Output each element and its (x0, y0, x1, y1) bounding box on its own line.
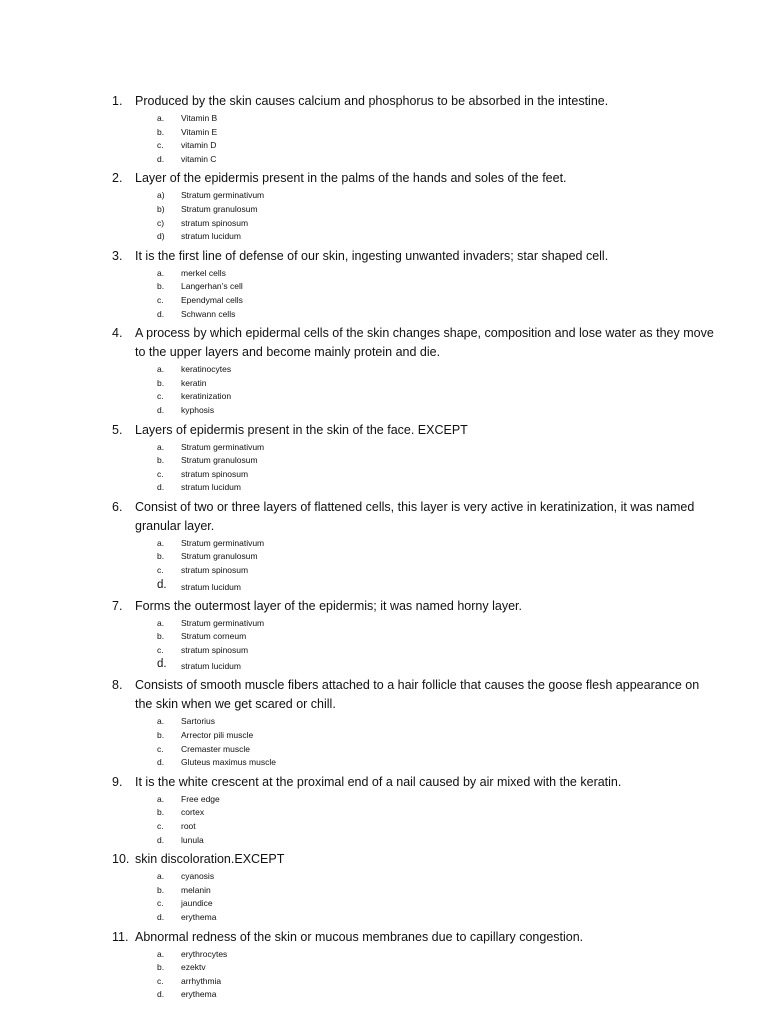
option-text: melanin (181, 884, 211, 895)
answer-options (0, 112, 768, 166)
question-row (0, 676, 768, 714)
question-text: It is the first line of defense of our skin, ingesting unwanted invaders; star shaped cell. (135, 248, 609, 263)
option-text: Cremaster muscle (181, 743, 250, 754)
question-item (0, 850, 768, 924)
option-letter: a. (157, 793, 165, 804)
question-text: Produced by the skin causes calcium and phosphorus to be absorbed in the intestine. (135, 94, 609, 108)
answer-option (0, 961, 768, 975)
option-text: stratum lucidum (181, 661, 241, 672)
option-text: stratum lucidum (181, 231, 241, 242)
question-item (0, 421, 768, 495)
question-row (0, 92, 768, 111)
option-text: Stratum germinativum (181, 190, 265, 201)
option-letter: a. (157, 716, 165, 727)
option-text: root (181, 821, 196, 831)
answer-option (0, 217, 768, 231)
option-letter: c. (157, 898, 164, 909)
question-number: 11. (112, 929, 129, 944)
question-number: 8. (112, 678, 123, 693)
question-row (0, 498, 768, 536)
option-text: vitamin D (181, 140, 217, 151)
question-text: Abnormal redness of the skin or mucous membranes due to capillary congestion. (135, 929, 584, 944)
question-number: 2. (112, 171, 123, 186)
option-text: Ependymal cells (181, 294, 243, 305)
option-letter: a. (157, 267, 165, 278)
option-text: stratum lucidum (181, 581, 241, 592)
option-text: Gluteus maximus muscle (181, 757, 276, 768)
option-letter: d. (157, 578, 167, 591)
option-letter: b. (157, 551, 165, 562)
answer-option (0, 884, 768, 898)
question-number: 7. (112, 598, 123, 613)
option-letter: d. (157, 834, 165, 845)
option-letter: a) (157, 190, 165, 201)
option-text: erythema (181, 911, 217, 922)
option-text: keratinization (181, 391, 232, 402)
answer-options (0, 363, 768, 417)
answer-option (0, 189, 768, 203)
option-letter: d. (157, 658, 167, 671)
option-text: Stratum granulosum (181, 455, 258, 466)
option-text: Vitamin B (181, 113, 218, 123)
option-text: merkel cells (181, 267, 226, 278)
answer-option (0, 112, 768, 126)
answer-option (0, 441, 768, 455)
option-text: stratum spinosum (181, 217, 249, 228)
answer-option (0, 743, 768, 757)
answer-options (0, 715, 768, 769)
answer-options (0, 537, 768, 594)
answer-option (0, 363, 768, 377)
question-text: It is the white crescent at the proximal end of a nail caused by air mixed with the keratin. (135, 774, 622, 789)
option-letter: a. (157, 113, 165, 123)
option-letter: a. (157, 537, 165, 548)
option-letter: b. (157, 281, 165, 292)
option-letter: b. (157, 807, 165, 818)
question-row (0, 928, 768, 947)
question-text: Consists of smooth muscle fibers attached to a hair follicle that causes the goose flesh appearance on the skin when we get scared or chill. (135, 678, 700, 712)
answer-option (0, 230, 768, 244)
answer-option (0, 948, 768, 962)
option-letter: c) (157, 217, 165, 228)
option-text: Stratum germinativum (181, 617, 265, 628)
option-text: lunula (181, 834, 204, 845)
option-letter: a. (157, 617, 165, 628)
answer-option (0, 715, 768, 729)
answer-options (0, 267, 768, 321)
answer-option (0, 630, 768, 644)
answer-options (0, 441, 768, 495)
answer-options (0, 948, 768, 1002)
option-text: stratum spinosum (181, 468, 249, 479)
question-text: skin discoloration.EXCEPT (135, 852, 285, 867)
option-letter: c. (157, 644, 164, 655)
option-letter: a. (157, 948, 165, 959)
answer-options (0, 189, 768, 243)
option-text: Stratum granulosum (181, 551, 258, 562)
option-letter: a. (157, 441, 165, 452)
option-text: kyphosis (181, 404, 215, 415)
option-text: Stratum germinativum (181, 537, 265, 548)
question-item (0, 169, 768, 243)
answer-option (0, 468, 768, 482)
answer-option (0, 390, 768, 404)
answer-options (0, 793, 768, 847)
question-row (0, 773, 768, 792)
question-row (0, 247, 768, 266)
option-text: Arrector pili muscle (181, 730, 254, 741)
question-text: Layer of the epidermis present in the palms of the hands and soles of the feet. (135, 171, 567, 186)
quiz-list (0, 92, 768, 1005)
question-text: A process by which epidermal cells of the skin changes shape, composition and lose water as they move to the upper layers and become mainly protein and die. (135, 326, 714, 360)
option-letter: b. (157, 730, 165, 741)
question-number: 6. (112, 499, 123, 514)
answer-option (0, 454, 768, 468)
option-letter: d. (157, 153, 165, 164)
option-text: Stratum germinativum (181, 441, 265, 452)
option-letter: c. (157, 140, 164, 151)
answer-option (0, 404, 768, 418)
option-letter: a. (157, 871, 165, 882)
option-letter: d. (157, 404, 165, 415)
answer-option (0, 870, 768, 884)
answer-option (0, 897, 768, 911)
option-letter: c. (157, 975, 164, 986)
option-letter: d) (157, 231, 165, 242)
answer-option (0, 975, 768, 989)
answer-option (0, 617, 768, 631)
option-letter: c. (157, 468, 164, 479)
question-item (0, 928, 768, 1002)
question-item (0, 92, 768, 166)
answer-options (0, 870, 768, 924)
option-letter: a. (157, 364, 165, 375)
answer-option (0, 139, 768, 153)
answer-option (0, 126, 768, 140)
option-text: keratinocytes (181, 364, 232, 375)
option-text: keratin (181, 377, 207, 388)
option-text: stratum lucidum (181, 482, 241, 493)
answer-option (0, 988, 768, 1002)
answer-option (0, 834, 768, 848)
question-number: 4. (112, 326, 123, 341)
option-letter: b. (157, 455, 165, 466)
question-item (0, 676, 768, 769)
option-letter: b) (157, 203, 165, 214)
option-text: stratum spinosum (181, 565, 249, 576)
option-text: Langerhan’s cell (181, 281, 243, 292)
option-text: Stratum granulosum (181, 203, 258, 214)
answer-option (0, 564, 768, 578)
option-letter: d. (157, 989, 165, 1000)
answer-option (0, 911, 768, 925)
question-item (0, 773, 768, 847)
option-letter: c. (157, 565, 164, 576)
question-row (0, 421, 768, 440)
answer-option (0, 267, 768, 281)
question-number: 5. (112, 422, 123, 437)
question-number: 9. (112, 774, 123, 789)
option-text: cortex (181, 807, 205, 818)
option-text: cyanosis (181, 871, 215, 882)
question-item (0, 597, 768, 674)
option-letter: d. (157, 308, 165, 319)
option-letter: d. (157, 482, 165, 493)
option-text: ezektv (181, 962, 206, 973)
answer-option (0, 537, 768, 551)
question-item (0, 498, 768, 594)
answer-option (0, 294, 768, 308)
question-number: 1. (112, 94, 123, 108)
option-text: Stratum corneum (181, 631, 247, 642)
option-text: erythema (181, 989, 217, 1000)
option-text: vitamin C (181, 153, 217, 164)
question-item (0, 247, 768, 321)
question-number: 3. (112, 248, 123, 263)
question-row (0, 324, 768, 362)
answer-option (0, 806, 768, 820)
answer-option (0, 280, 768, 294)
option-text: arrhythmia (181, 975, 222, 986)
answer-option (0, 481, 768, 495)
option-letter: c. (157, 391, 164, 402)
answer-option (0, 550, 768, 564)
option-letter: c. (157, 294, 164, 305)
question-item (0, 324, 768, 417)
question-text: Layers of epidermis present in the skin of the face. EXCEPT (135, 422, 468, 437)
option-text: Schwann cells (181, 308, 236, 319)
option-letter: b. (157, 126, 165, 137)
question-text: Forms the outermost layer of the epidermis; it was named horny layer. (135, 598, 522, 613)
answer-option (0, 308, 768, 322)
option-letter: d. (157, 757, 165, 768)
option-text: Vitamin E (181, 126, 218, 137)
answer-option (0, 203, 768, 217)
option-letter: b. (157, 962, 165, 973)
question-row (0, 597, 768, 616)
answer-option (0, 377, 768, 391)
question-text: Consist of two or three layers of flattened cells, this layer is very active in keratinization, it was named granular layer. (135, 499, 695, 533)
question-row (0, 850, 768, 869)
option-letter: d. (157, 911, 165, 922)
option-letter: b. (157, 377, 165, 388)
option-letter: c. (157, 743, 164, 754)
option-text: Free edge (181, 793, 220, 804)
question-number: 10. (112, 852, 130, 867)
answer-option (0, 578, 768, 594)
option-text: jaundice (181, 898, 213, 909)
answer-option (0, 644, 768, 658)
answer-option (0, 657, 768, 673)
option-text: Sartorius (181, 716, 216, 727)
question-row (0, 169, 768, 188)
option-letter: b. (157, 631, 165, 642)
option-text: stratum spinosum (181, 644, 249, 655)
answer-option (0, 793, 768, 807)
answer-option (0, 756, 768, 770)
option-letter: b. (157, 884, 165, 895)
option-letter: c. (157, 821, 164, 831)
option-text: erythrocytes (181, 948, 228, 959)
answer-options (0, 617, 768, 674)
answer-option (0, 820, 768, 834)
answer-option (0, 729, 768, 743)
answer-option (0, 153, 768, 167)
